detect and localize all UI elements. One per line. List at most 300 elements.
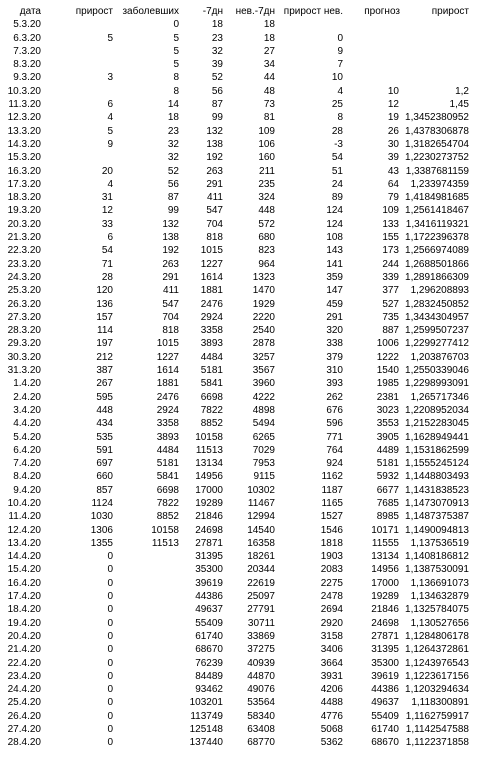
- cell-growth: 54: [101, 245, 113, 257]
- cell-cases: 818: [162, 325, 179, 337]
- cell-undetected-growth: 3158: [320, 630, 343, 642]
- cell-undetected-minus-7-days: 20344: [247, 564, 275, 576]
- cell-minus-7-days: 55409: [195, 617, 223, 629]
- cell-date: 14.3.20: [7, 138, 41, 150]
- cell-cases: 263: [162, 258, 179, 270]
- cell-date: 17.4.20: [7, 591, 41, 603]
- cell-growth: 120: [96, 285, 113, 297]
- cell-undetected-growth: 89: [331, 192, 343, 204]
- cell-growth-ratio: 1,2599507237: [405, 325, 469, 337]
- cell-minus-7-days: 291: [206, 178, 223, 190]
- cell-undetected-minus-7-days: 235: [258, 178, 275, 190]
- cell-growth: 660: [96, 471, 113, 483]
- cell-growth: 197: [96, 338, 113, 350]
- cell-growth-ratio: 1,3416119321: [405, 218, 469, 230]
- cell-minus-7-days: 2476: [200, 298, 223, 310]
- cell-growth-ratio: 1,4378306878: [405, 125, 469, 137]
- cell-date: 30.3.20: [7, 351, 41, 363]
- cell-minus-7-days: 192: [206, 152, 223, 164]
- table-row: [0, 151, 470, 164]
- cell-growth-ratio: 1,3434304957: [405, 311, 469, 323]
- cell-undetected-minus-7-days: 58340: [247, 710, 275, 722]
- table-row: [0, 563, 470, 576]
- cell-undetected-growth: 124: [326, 218, 343, 230]
- cell-forecast: 61740: [371, 724, 399, 736]
- cell-forecast: 39: [387, 152, 399, 164]
- cell-date: 8.3.20: [13, 59, 41, 71]
- cell-growth: 448: [96, 404, 113, 416]
- table-row: [0, 45, 470, 58]
- cell-undetected-minus-7-days: 30711: [247, 617, 275, 629]
- cell-forecast: [344, 45, 400, 58]
- cell-growth-ratio: 1,2566974089: [405, 245, 469, 257]
- cell-undetected-growth: 2083: [320, 564, 343, 576]
- cell-minus-7-days: 61740: [195, 630, 223, 642]
- cell-growth-ratio: 1,118300891: [411, 697, 469, 709]
- table-row: [0, 231, 470, 244]
- cell-minus-7-days: 39619: [195, 577, 223, 589]
- cell-date: 25.3.20: [7, 285, 41, 297]
- cell-growth: 4: [107, 178, 113, 190]
- cell-undetected-minus-7-days: 680: [258, 232, 275, 244]
- cell-cases: 5: [173, 59, 179, 71]
- cell-undetected-growth: 320: [326, 325, 343, 337]
- cell-undetected-growth: 28: [331, 125, 343, 137]
- cell-undetected-growth: 5068: [320, 724, 343, 736]
- cell-undetected-minus-7-days: 106: [258, 138, 275, 150]
- cell-date: 11.4.20: [8, 511, 41, 523]
- cell-date: 19.4.20: [7, 617, 41, 629]
- cell-minus-7-days: 87: [211, 99, 223, 111]
- cell-forecast: 735: [382, 311, 399, 323]
- cell-date: 13.4.20: [7, 537, 41, 549]
- cell-undetected-minus-7-days: 1929: [252, 298, 275, 310]
- cell-undetected-growth: 141: [326, 258, 343, 270]
- cell-undetected-growth: 0: [337, 32, 343, 44]
- cell-undetected-minus-7-days: 324: [258, 192, 275, 204]
- cell-cases: [114, 683, 180, 696]
- cell-growth-ratio: 1,233974359: [410, 178, 469, 190]
- cell-undetected-minus-7-days: 964: [258, 258, 275, 270]
- cell-forecast: 64: [387, 178, 399, 190]
- cell-minus-7-days: 68670: [195, 644, 223, 656]
- table-row: [0, 71, 470, 84]
- cell-minus-7-days: 14956: [195, 471, 223, 483]
- table-row: [0, 337, 470, 350]
- cell-growth: 0: [107, 591, 113, 603]
- cell-undetected-growth: 1165: [321, 497, 343, 509]
- cell-forecast: 173: [382, 245, 399, 257]
- table-row: [0, 85, 470, 98]
- cell-forecast: 339: [382, 271, 399, 283]
- cell-date: 12.4.20: [7, 524, 41, 536]
- cell-growth-ratio: 1,2561418467: [405, 205, 469, 217]
- cell-cases: [114, 670, 180, 683]
- cell-date: 4.4.20: [13, 418, 41, 430]
- table-row: [0, 723, 470, 736]
- cell-minus-7-days: 31395: [195, 551, 223, 563]
- cell-date: 9.3.20: [13, 72, 41, 84]
- cell-cases: 704: [162, 311, 179, 323]
- cell-undetected-growth: 1818: [320, 537, 343, 549]
- cell-minus-7-days: 21846: [195, 511, 223, 523]
- cell-growth-ratio: 1,1448803493: [405, 471, 469, 483]
- cell-cases: [114, 710, 180, 723]
- table-row: [0, 643, 470, 656]
- cell-date: 27.4.20: [7, 724, 41, 736]
- cell-growth: 857: [96, 484, 113, 496]
- cell-undetected-minus-7-days: 6265: [252, 431, 275, 443]
- cell-minus-7-days: 103201: [189, 697, 223, 709]
- cell-cases: 8: [173, 85, 179, 97]
- cell-undetected-growth: 124: [326, 205, 343, 217]
- cell-minus-7-days: 137440: [189, 737, 223, 749]
- cell-cases: 32: [167, 138, 179, 150]
- cell-undetected-minus-7-days: 823: [258, 245, 275, 257]
- cell-growth-ratio: 1,3182654704: [405, 138, 469, 150]
- cell-growth-ratio: 1,203876703: [410, 351, 469, 363]
- cell-growth: [42, 58, 114, 71]
- table-row: [0, 125, 470, 138]
- table-row: [0, 18, 470, 31]
- cell-growth: 28: [101, 271, 113, 283]
- cell-growth-ratio: 1,2550339046: [405, 365, 469, 377]
- cell-undetected-minus-7-days: 44: [263, 72, 275, 84]
- table-row: [0, 524, 470, 537]
- cell-forecast: 1006: [376, 338, 399, 350]
- cell-cases: 1614: [156, 365, 179, 377]
- cell-cases: 18: [167, 112, 179, 124]
- cell-forecast: 24698: [371, 617, 399, 629]
- cell-growth-ratio: [400, 18, 470, 31]
- header-forecast: прогноз: [364, 6, 400, 17]
- cell-growth: 0: [107, 604, 113, 616]
- cell-growth-ratio: 1,134632879: [410, 591, 469, 603]
- cell-undetected-minus-7-days: 49076: [247, 684, 275, 696]
- cell-cases: 3893: [156, 431, 179, 443]
- cell-growth: 0: [107, 670, 113, 682]
- cell-date: 23.3.20: [7, 258, 41, 270]
- cell-minus-7-days: 704: [206, 218, 223, 230]
- cell-minus-7-days: 93462: [195, 684, 223, 696]
- cell-undetected-growth: 676: [326, 404, 343, 416]
- cell-growth-ratio: 1,1555245124: [405, 458, 469, 470]
- cell-undetected-growth: 8: [337, 112, 343, 124]
- cell-growth-ratio: 1,2298993091: [405, 378, 469, 390]
- cell-undetected-minus-7-days: 2220: [252, 311, 275, 323]
- cell-forecast: 17000: [371, 577, 399, 589]
- cell-undetected-growth: 54: [331, 152, 343, 164]
- table-row: [0, 138, 470, 151]
- cell-forecast: 5932: [376, 471, 399, 483]
- cell-cases: 3358: [156, 418, 179, 430]
- cell-minus-7-days: 39: [211, 59, 223, 71]
- cell-undetected-minus-7-days: 3960: [252, 378, 275, 390]
- cell-minus-7-days: 547: [206, 205, 223, 217]
- cell-growth: [42, 151, 114, 164]
- cell-cases: 8: [173, 72, 179, 84]
- table-row: [0, 736, 470, 749]
- cell-minus-7-days: 99: [211, 112, 223, 124]
- cell-undetected-growth: 10: [331, 72, 343, 84]
- cell-forecast: 244: [382, 258, 399, 270]
- cell-cases: 547: [162, 298, 179, 310]
- cell-growth-ratio: 1,1408186812: [405, 551, 469, 563]
- cell-forecast: 55409: [371, 710, 399, 722]
- cell-growth-ratio: 1,2299277412: [405, 338, 469, 350]
- cell-growth-ratio: 1,2230273752: [405, 152, 469, 164]
- cell-undetected-minus-7-days: 25097: [247, 591, 275, 603]
- cell-growth-ratio: 1,265717346: [410, 391, 469, 403]
- cell-undetected-growth: 9: [337, 45, 343, 57]
- cell-growth-ratio: 1,2891866309: [405, 271, 469, 283]
- table-row: [0, 58, 470, 71]
- header-undetected-minus-7-days: нев.-7дн: [235, 6, 275, 17]
- cell-undetected-minus-7-days: 27: [263, 45, 275, 57]
- cell-forecast: 13134: [371, 551, 399, 563]
- cell-growth: 1124: [91, 497, 113, 509]
- cell-undetected-minus-7-days: 211: [259, 165, 275, 177]
- cell-minus-7-days: 27871: [195, 537, 223, 549]
- cell-date: 26.4.20: [7, 710, 41, 722]
- cell-growth: 591: [96, 444, 113, 456]
- table-row: [0, 98, 470, 111]
- cell-date: 24.4.20: [7, 684, 41, 696]
- cell-date: 2.4.20: [13, 391, 41, 403]
- cell-undetected-growth: 924: [326, 458, 343, 470]
- table-row: [0, 165, 470, 178]
- cell-forecast: 1540: [376, 365, 399, 377]
- cell-undetected-minus-7-days: 16358: [247, 537, 275, 549]
- cell-growth-ratio: 1,2: [455, 85, 469, 97]
- cell-minus-7-days: 76239: [195, 657, 223, 669]
- cell-undetected-minus-7-days: 2540: [252, 325, 275, 337]
- cell-date: 23.4.20: [7, 670, 41, 682]
- cell-date: 26.3.20: [7, 298, 41, 310]
- cell-minus-7-days: 17000: [195, 484, 223, 496]
- cell-date: 10.4.20: [7, 497, 41, 509]
- cell-minus-7-days: 6698: [200, 391, 223, 403]
- cell-undetected-minus-7-days: 18261: [247, 551, 275, 563]
- cell-undetected-growth: 310: [326, 365, 343, 377]
- cell-minus-7-days: 2924: [200, 311, 223, 323]
- cell-cases: 4484: [156, 444, 179, 456]
- cell-growth: 1030: [90, 511, 113, 523]
- table-row: [0, 377, 470, 390]
- cell-undetected-growth: 2478: [320, 591, 343, 603]
- cell-forecast: 44386: [371, 684, 399, 696]
- cell-date: 1.4.20: [13, 378, 41, 390]
- cell-date: 20.4.20: [7, 630, 41, 642]
- cell-forecast: 133: [382, 218, 399, 230]
- cell-date: 21.4.20: [7, 644, 41, 656]
- table-row: [0, 696, 470, 709]
- cell-minus-7-days: 132: [206, 125, 223, 137]
- cell-undetected-growth: 3931: [320, 670, 343, 682]
- cell-forecast: 14956: [371, 564, 399, 576]
- cell-undetected-growth: -3: [334, 138, 343, 150]
- table-row: [0, 324, 470, 337]
- cell-date: 22.3.20: [7, 245, 41, 257]
- cell-minus-7-days: 84489: [195, 670, 223, 682]
- cell-cases: 5181: [156, 458, 179, 470]
- cell-undetected-minus-7-days: 53564: [247, 697, 275, 709]
- cell-growth: 267: [96, 378, 113, 390]
- cell-undetected-minus-7-days: 7029: [252, 444, 275, 456]
- cell-undetected-minus-7-days: 160: [258, 152, 275, 164]
- table-row: [0, 284, 470, 297]
- cell-growth: 4: [107, 112, 113, 124]
- cell-cases: [114, 657, 180, 670]
- cell-cases: [114, 643, 180, 656]
- cell-undetected-growth: 143: [326, 245, 343, 257]
- cell-cases: [114, 577, 180, 590]
- cell-cases: 132: [162, 218, 179, 230]
- cell-forecast: 887: [382, 325, 399, 337]
- cell-date: 16.3.20: [7, 165, 41, 177]
- cell-undetected-growth: 596: [326, 418, 343, 430]
- cell-growth-ratio: 1,1628949441: [405, 431, 469, 443]
- cell-cases: 87: [167, 192, 179, 204]
- cell-undetected-growth: 393: [326, 378, 343, 390]
- cell-date: 29.3.20: [7, 338, 41, 350]
- cell-minus-7-days: 19289: [195, 497, 223, 509]
- cell-cases: [114, 630, 180, 643]
- cell-growth-ratio: 1,2832450852: [405, 298, 469, 310]
- cell-growth: 0: [107, 710, 113, 722]
- cell-forecast: 12: [387, 99, 399, 111]
- cell-undetected-minus-7-days: 81: [263, 112, 275, 124]
- cell-undetected-growth: 4488: [320, 697, 343, 709]
- cell-minus-7-days: 49637: [195, 604, 223, 616]
- cell-growth-ratio: 1,4184981685: [405, 192, 469, 204]
- cell-undetected-minus-7-days: 5494: [252, 418, 275, 430]
- table-row: [0, 683, 470, 696]
- cell-growth: 0: [107, 630, 113, 642]
- cell-forecast: 21846: [371, 604, 399, 616]
- cell-undetected-growth: 25: [331, 99, 343, 111]
- cell-undetected-minus-7-days: 572: [258, 218, 275, 230]
- cell-growth: 5: [107, 125, 113, 137]
- header-cases: заболевших: [122, 6, 179, 17]
- cell-forecast: [344, 58, 400, 71]
- cell-date: 25.4.20: [7, 697, 41, 709]
- cell-date: 16.4.20: [7, 577, 41, 589]
- cell-growth: 535: [96, 431, 113, 443]
- cell-cases: 5: [173, 32, 179, 44]
- cell-date: 20.3.20: [7, 218, 41, 230]
- cell-growth-ratio: 1,1325784075: [405, 604, 469, 616]
- cell-cases: 291: [162, 271, 179, 283]
- cell-date: 6.4.20: [13, 444, 41, 456]
- cell-undetected-growth: 4776: [320, 710, 343, 722]
- cell-cases: [114, 617, 180, 630]
- cell-date: 10.3.20: [7, 85, 41, 97]
- cell-cases: [114, 696, 180, 709]
- cell-cases: 52: [167, 165, 179, 177]
- cell-date: 17.3.20: [7, 178, 41, 190]
- cell-forecast: [344, 71, 400, 84]
- cell-minus-7-days: 411: [207, 192, 223, 204]
- table-row: [0, 577, 470, 590]
- cell-forecast: 26: [387, 125, 399, 137]
- cell-growth: 31: [101, 192, 113, 204]
- cell-undetected-growth: 147: [326, 285, 343, 297]
- cell-undetected-minus-7-days: 22619: [247, 577, 275, 589]
- cell-cases: [114, 563, 180, 576]
- cell-growth: 6: [107, 99, 113, 111]
- cell-undetected-minus-7-days: 11467: [247, 497, 275, 509]
- cell-undetected-minus-7-days: 18: [263, 32, 275, 44]
- cell-growth-ratio: 1,1203294634: [405, 684, 469, 696]
- cell-undetected-minus-7-days: 14540: [247, 524, 275, 536]
- cell-date: 12.3.20: [7, 112, 41, 124]
- cell-forecast: 68670: [371, 737, 399, 749]
- cell-forecast: 39619: [371, 670, 399, 682]
- cell-growth-ratio: 1,2152283045: [405, 418, 469, 430]
- cell-cases: 32: [167, 152, 179, 164]
- cell-date: 31.3.20: [7, 365, 41, 377]
- table-row: [0, 537, 470, 550]
- cell-date: 7.4.20: [13, 458, 41, 470]
- cell-undetected-minus-7-days: 4898: [252, 404, 275, 416]
- cell-growth: 387: [96, 365, 113, 377]
- table-row: [0, 111, 470, 124]
- cell-undetected-growth: [276, 18, 344, 31]
- cell-undetected-growth: 1903: [320, 551, 343, 563]
- cell-forecast: 49637: [371, 697, 399, 709]
- cell-minus-7-days: 1015: [200, 245, 223, 257]
- cell-forecast: 11555: [371, 537, 399, 549]
- cell-date: 13.3.20: [7, 125, 41, 137]
- cell-undetected-minus-7-days: 73: [263, 99, 275, 111]
- cell-minus-7-days: 13134: [195, 458, 223, 470]
- cell-minus-7-days: 56: [211, 85, 223, 97]
- cell-undetected-minus-7-days: 4222: [252, 391, 275, 403]
- cell-date: 11.3.20: [8, 99, 41, 111]
- table-row: [0, 218, 470, 231]
- cell-growth: 136: [96, 298, 113, 310]
- cell-undetected-minus-7-days: 37275: [247, 644, 275, 656]
- cell-growth-ratio: 1,1487375387: [405, 511, 469, 523]
- cell-growth: 0: [107, 724, 113, 736]
- table-row: [0, 178, 470, 191]
- cell-undetected-growth: 379: [326, 351, 343, 363]
- cell-growth-ratio: [400, 32, 470, 45]
- cell-forecast: 35300: [371, 657, 399, 669]
- cell-minus-7-days: 263: [206, 165, 223, 177]
- cell-undetected-growth: 2275: [320, 577, 343, 589]
- cell-forecast: [344, 18, 400, 31]
- cell-growth: 0: [107, 737, 113, 749]
- cell-minus-7-days: 11513: [195, 444, 223, 456]
- cell-growth: [42, 18, 114, 31]
- cell-forecast: 19: [387, 112, 399, 124]
- table-row: [0, 657, 470, 670]
- cell-undetected-minus-7-days: 7953: [252, 458, 275, 470]
- cell-growth: 20: [101, 165, 113, 177]
- cell-undetected-minus-7-days: 3257: [252, 351, 275, 363]
- cell-undetected-growth: 5362: [320, 737, 343, 749]
- table-row: [0, 617, 470, 630]
- table-row: [0, 391, 470, 404]
- cell-forecast: 377: [382, 285, 399, 297]
- cell-date: 18.3.20: [7, 192, 41, 204]
- cell-cases: 1881: [156, 378, 179, 390]
- cell-growth-ratio: 1,1431838523: [405, 484, 469, 496]
- table-row: [0, 417, 470, 430]
- cell-date: 9.4.20: [13, 484, 41, 496]
